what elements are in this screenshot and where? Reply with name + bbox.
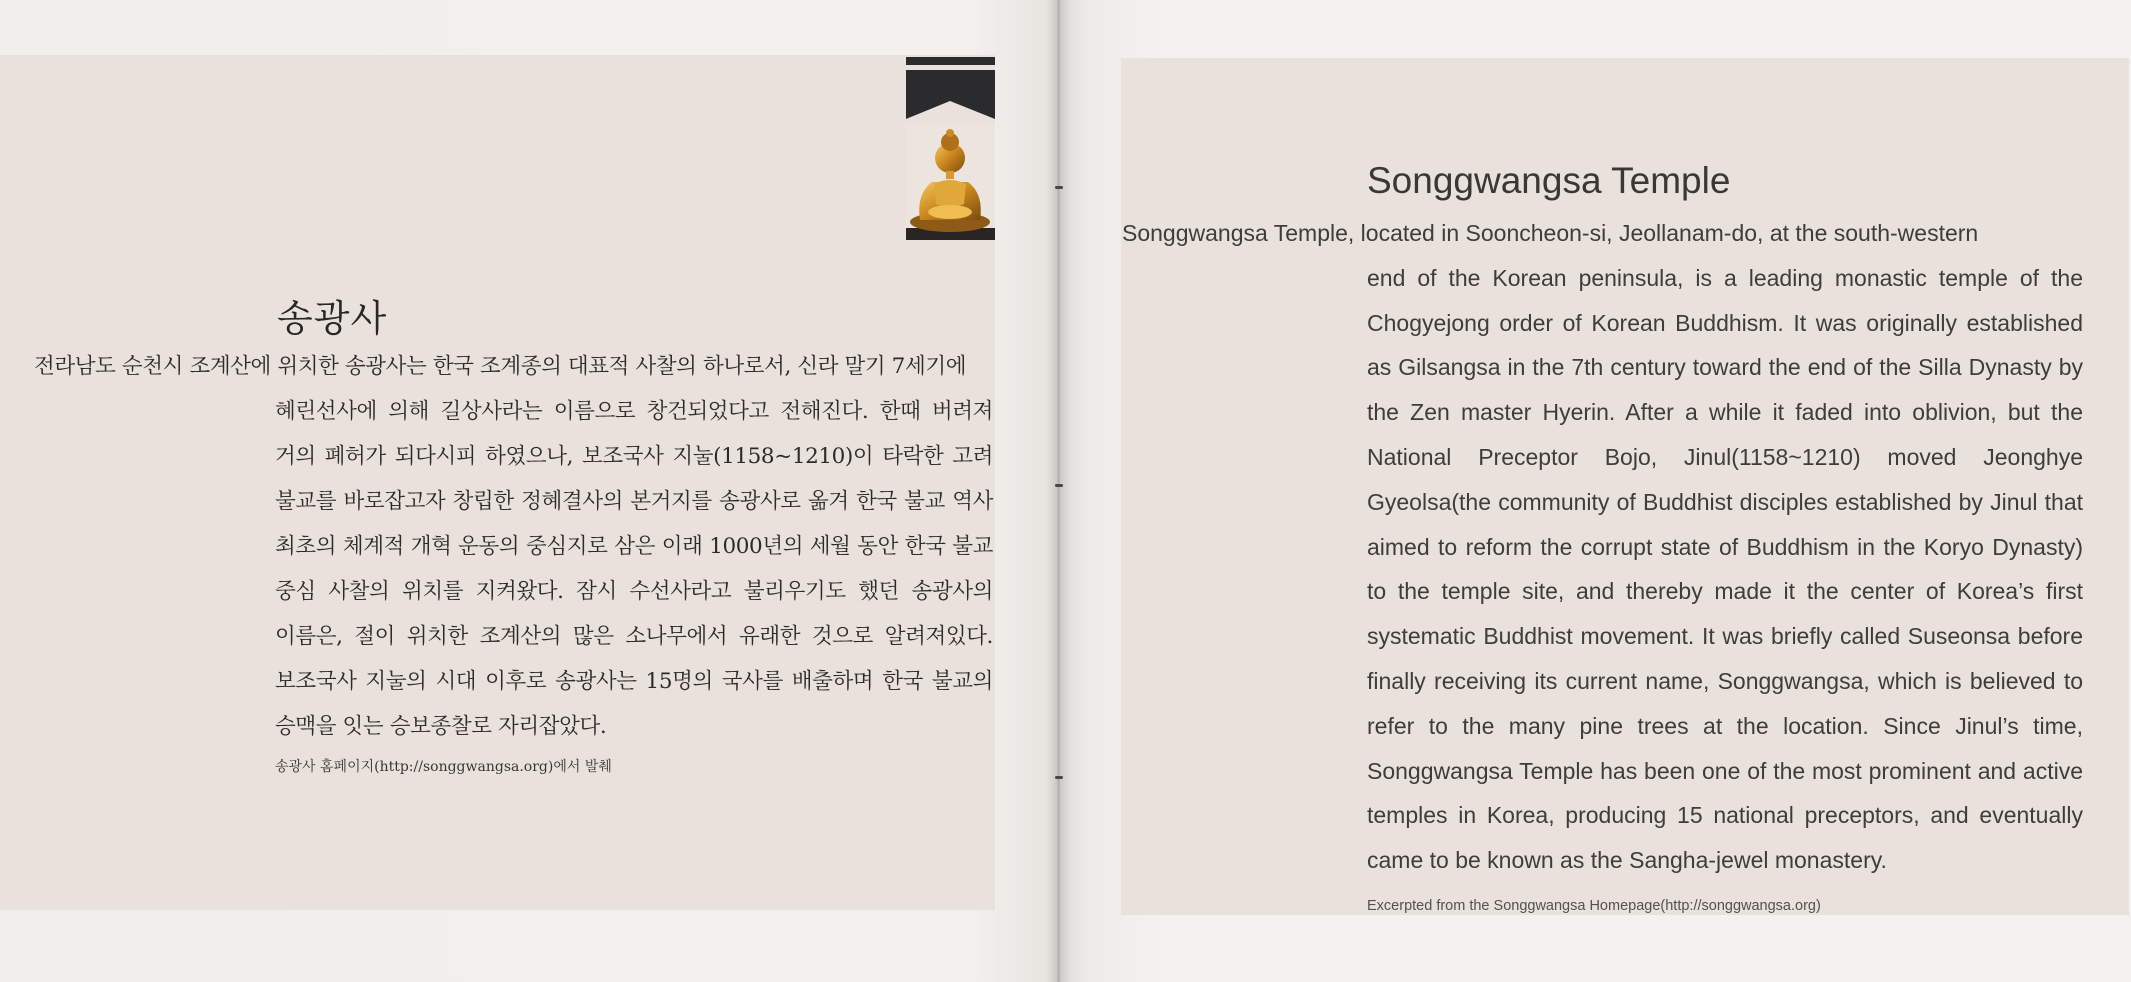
korean-source-note: 송광사 홈페이지(http://songgwangsa.org)에서 발췌 [275, 759, 612, 775]
english-body-rest: end of the Korean peninsula, is a leading monastic temple of the Chogyejong order of Korean Buddhism. It was originally established as Gilsangsa in the 7th century toward the end of the Silla Dynasty by the Zen master Hyerin. After a while it faded into oblivion, but the National Preceptor Bojo, Jinul(1158~1210) moved Jeonghye Gyeolsa(the community of Buddhist disciples established by Jinul that aimed to reform the corrupt state of Buddhism in the Koryo Dynasty) to the temple site, and thereby made it the center of Korea’s first systematic Buddhist movement. It was briefly called Suseonsa before finally receiving its current name, Songgwangsa, which is believed to refer to the many pine trees at the location. Since Jinul’s time, Songgwangsa Temple has been one of the most prominent and active temples in Korea, producing 15 national preceptors, and eventually came to be known as the Sangha-jewel monastery. [1367, 264, 2083, 874]
korean-first-line: 전라남도 순천시 조계산에 위치한 송광사는 한국 조계종의 대표적 사찰의 하나로서, 신라 말기 7세기에 [34, 354, 967, 379]
binding-stitch [1055, 776, 1063, 779]
english-title: Songgwangsa Temple [1367, 160, 1731, 201]
binding-stitch [1055, 484, 1063, 487]
english-body-text [1122, 211, 2083, 883]
bookmark-ribbon-icon [906, 57, 995, 119]
book-gutter [1046, 0, 1070, 982]
korean-title: 송광사 [277, 297, 388, 340]
english-first-line: Songgwangsa Temple, located in Sooncheon-si, Jeollanam-do, at the south-western [1122, 220, 1979, 246]
korean-body-rest: 혜린선사에 의해 길상사라는 이름으로 창건되었다고 전해진다. 한때 버려져 거의 폐허가 되다시피 하였으나, 보조국사 지눌(1158~1210)이 타락한 고려 불교를 바로잡고자 창립한 정혜결사의 본거지를 송광사로 옮겨 한국 불교 역사 최초의 체계적 개혁 운동의 중심지로 삼은 이래 1000년의 세월 동안 한국 불교 중심 사찰의 위치를 지켜왔다. 잠시 수선사라고 불리우기도 했던 송광사의 이름은, 절이 위치한 조계산의 많은 소나무에서 유래한 것으로 알려져있다. 보조국사 지눌의 시대 이후로 송광사는 15명의 국사를 배출하며 한국 불교의 승맥을 잇는 승보종찰로 자리잡았다. [275, 399, 993, 739]
binding-stitch [1055, 186, 1063, 189]
golden-buddha-statue-icon [906, 124, 995, 240]
korean-body-text [34, 344, 993, 749]
english-source-note: Excerpted from the Songgwangsa Homepage(http://songgwangsa.org) [1367, 898, 1821, 914]
